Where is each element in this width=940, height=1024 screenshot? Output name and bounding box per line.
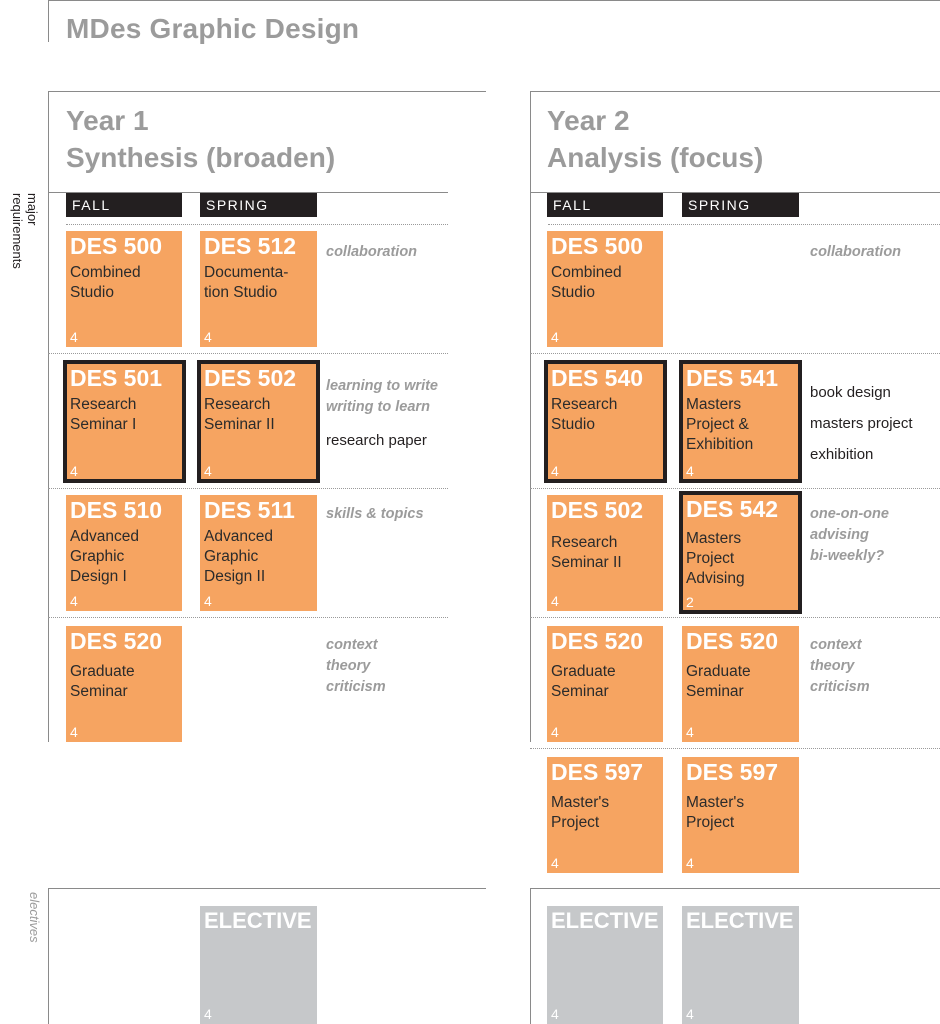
course-card: DES 520 Graduate Seminar 4 [66, 626, 182, 742]
y1-fall-term: FALL [66, 193, 182, 217]
year1-frame-top [48, 91, 486, 92]
y2-row-divider [530, 353, 940, 354]
course-card-emphasized: DES 541 Masters Project & Exhibition 4 [679, 360, 802, 483]
y2-row-divider [530, 488, 940, 489]
year2-subtitle: Analysis (focus) [547, 142, 764, 173]
year1-frame-left [48, 91, 49, 742]
y2-row-divider [530, 748, 940, 749]
electives-frame-top-1 [48, 888, 486, 889]
course-card: DES 500 Combined Studio 4 [66, 231, 182, 347]
course-card: DES 597 Master's Project 4 [547, 757, 663, 873]
y2-fall-term: FALL [547, 193, 663, 217]
course-card: DES 511 Advanced Graphic Design II 4 [200, 495, 317, 611]
course-card: DES 520 Graduate Seminar 4 [547, 626, 663, 742]
year2-title: Year 2 [547, 105, 630, 136]
electives-frame-top-2 [530, 888, 940, 889]
y1-row-divider [66, 224, 448, 225]
electives-label: electives [27, 892, 42, 943]
electives-frame-left-2 [530, 888, 531, 1024]
y1-row-divider [48, 617, 448, 618]
course-card: DES 512 Documenta- tion Studio 4 [200, 231, 317, 347]
year2-heading [547, 102, 763, 176]
y1-writing-note: learning to write writing to learn [326, 378, 438, 415]
course-card: DES 510 Advanced Graphic Design I 4 [66, 495, 182, 611]
elective-card: ELECTIVE 4 [682, 906, 799, 1024]
y2-collaboration-note: collaboration [810, 244, 902, 260]
course-card: DES 520 Graduate Seminar 4 [682, 626, 799, 742]
major-requirements-label: major requirements [10, 193, 40, 269]
course-card: DES 500 Combined Studio 4 [547, 231, 663, 347]
y2-spring-term: SPRING [682, 193, 799, 217]
y2-advising-note: one-on-one advising bi-weekly? [810, 506, 889, 564]
title-frame-top [48, 0, 940, 1]
y1-row-divider [48, 488, 448, 489]
y1-collaboration-note: collaboration [326, 244, 418, 260]
course-card: DES 597 Master's Project 4 [682, 757, 799, 873]
y2-row-divider [530, 617, 940, 618]
title-frame-left [48, 0, 49, 42]
y2-row-divider [548, 224, 940, 225]
y1-research-paper-note: research paper [326, 432, 427, 449]
course-card-emphasized: DES 501 Research Seminar I 4 [63, 360, 186, 483]
elective-card: ELECTIVE 4 [547, 906, 663, 1024]
year1-title: Year 1 [66, 105, 149, 136]
year1-subtitle: Synthesis (broaden) [66, 142, 336, 173]
y1-context-note: context theory criticism [326, 637, 386, 695]
y1-spring-term: SPRING [200, 193, 317, 217]
course-card-emphasized: DES 540 Research Studio 4 [544, 360, 667, 483]
y2-project-notes: book design masters project exhibition [810, 384, 913, 463]
course-card-emphasized: DES 502 Research Seminar II 4 [197, 360, 320, 483]
year2-frame-top [530, 91, 940, 92]
elective-card: ELECTIVE 4 [200, 906, 317, 1024]
electives-frame-left-1 [48, 888, 49, 1024]
y1-skills-note: skills & topics [326, 506, 424, 522]
course-card: DES 502 Research Seminar II 4 [547, 495, 663, 611]
y1-row-divider [48, 353, 448, 354]
year2-frame-left [530, 91, 531, 742]
y2-context-note: context theory criticism [810, 637, 870, 695]
page-title: MDes Graphic Design [66, 13, 360, 44]
course-card-emphasized: DES 542 Masters Project Advising 2 [679, 491, 802, 614]
year1-heading [66, 102, 335, 176]
